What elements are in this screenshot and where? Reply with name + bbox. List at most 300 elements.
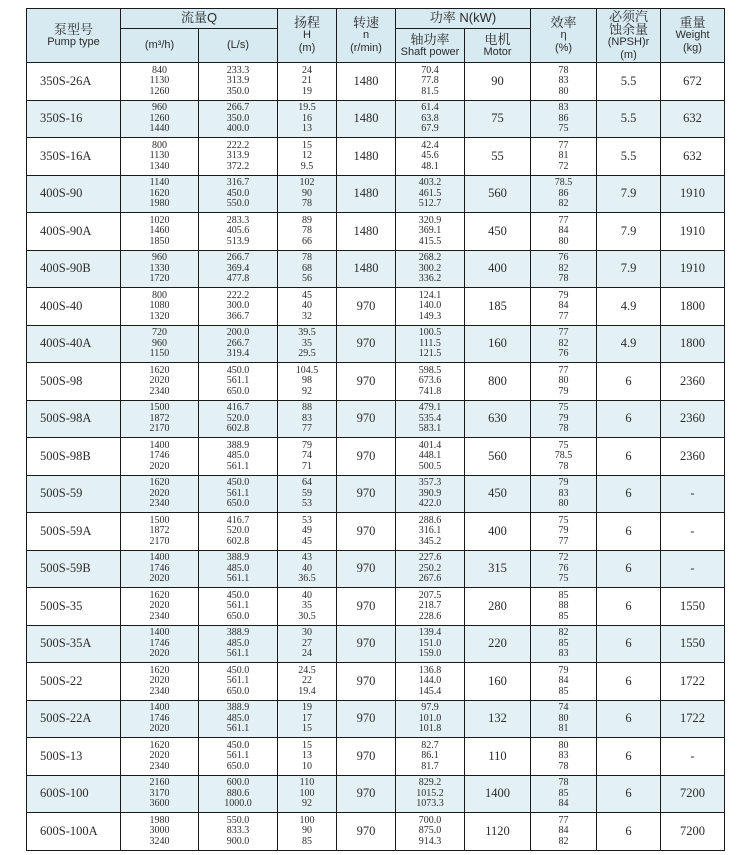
cell-npsh: 4.9 <box>597 288 661 326</box>
cell-shaft-power <box>396 513 465 551</box>
cell-flow-ls-value: 513.9 <box>226 235 250 247</box>
cell-flow-ls-value: 650.0 <box>226 610 250 622</box>
cell-shaft-power-value: 63.8 <box>421 112 439 124</box>
header-efficiency: 效率 η (%) <box>531 9 597 63</box>
cell-head-value: 78 <box>302 225 312 236</box>
cell-head-value: 35 <box>302 600 312 611</box>
cell-flow-ls <box>199 775 278 813</box>
cell-efficiency-value: 77 <box>558 814 569 826</box>
cell-head-value: 12 <box>302 150 312 161</box>
cell-flow-m3h-value: 2340 <box>149 760 170 772</box>
cell-efficiency <box>531 250 597 288</box>
cell-shaft-power-value: 479.1 <box>418 402 442 413</box>
cell-flow-ls-value: 313.9 <box>226 75 250 86</box>
cell-efficiency-value: 84 <box>558 300 569 311</box>
table-row <box>27 550 725 588</box>
cell-flow-ls <box>199 700 278 738</box>
cell-speed: 1480 <box>337 100 396 138</box>
cell-shaft-power-value: 1073.3 <box>416 798 444 809</box>
table-row <box>27 100 725 138</box>
cell-flow-ls <box>199 588 278 626</box>
cell-flow-ls-value: 405.6 <box>226 225 250 236</box>
cell-flow-m3h <box>121 813 199 851</box>
cell-flow-m3h-value: 960 <box>152 252 167 263</box>
cell-efficiency-value: 80 <box>558 85 569 97</box>
cell-flow-ls <box>199 175 278 213</box>
cell-flow-ls-value: 266.7 <box>226 102 250 113</box>
cell-speed: 970 <box>337 475 396 513</box>
cell-flow-m3h-value: 2340 <box>149 385 170 397</box>
cell-flow-ls-value: 450.0 <box>226 589 250 601</box>
cell-flow-m3h-value: 1720 <box>149 273 170 284</box>
cell-flow-ls-value: 561.1 <box>226 375 250 386</box>
cell-shaft-power-value: 422.0 <box>418 498 442 509</box>
pump-spec-table <box>26 8 725 851</box>
pump-spec-table-wrapper <box>26 8 724 851</box>
cell-flow-ls-value: 880.6 <box>226 787 250 799</box>
cell-flow-ls <box>199 363 278 401</box>
cell-weight: 2360 <box>661 438 725 476</box>
header-npsh: 必须汽 蚀余量 (NPSH)r (m) <box>597 9 661 63</box>
cell-efficiency-value: 83 <box>558 102 569 113</box>
cell-flow-ls-value: 561.1 <box>226 648 250 659</box>
cell-shaft-power-value: 149.3 <box>418 310 442 322</box>
cell-shaft-power-value: 70.4 <box>421 64 439 76</box>
cell-flow-ls <box>199 550 278 588</box>
cell-flow-m3h-value: 1620 <box>149 589 170 601</box>
cell-motor: 450 <box>465 475 531 513</box>
cell-shaft-power-value: 288.6 <box>418 514 442 526</box>
cell-head-value: 30.5 <box>298 610 316 622</box>
cell-shaft-power-value: 124.1 <box>418 289 442 301</box>
cell-model: 500S-22A <box>27 700 121 738</box>
cell-flow-m3h <box>121 550 199 588</box>
cell-efficiency-value: 80 <box>558 498 569 509</box>
cell-shaft-power <box>396 813 465 851</box>
cell-flow-ls-value: 485.0 <box>226 712 250 724</box>
cell-head <box>278 138 337 176</box>
cell-shaft-power-value: 140.0 <box>418 300 442 311</box>
cell-model: 350S-16 <box>27 100 121 138</box>
cell-flow-ls-value: 388.9 <box>226 627 250 638</box>
cell-flow-m3h-value: 1500 <box>149 514 170 526</box>
cell-motor: 160 <box>465 325 531 363</box>
cell-flow-m3h-value: 800 <box>152 139 167 151</box>
cell-shaft-power <box>396 625 465 663</box>
cell-efficiency <box>531 213 597 251</box>
table-body <box>27 63 725 851</box>
cell-efficiency <box>531 513 597 551</box>
cell-shaft-power-value: 500.5 <box>418 460 442 472</box>
cell-head-value: 30 <box>302 627 312 638</box>
cell-flow-m3h-value: 2160 <box>149 777 170 788</box>
cell-model: 500S-98A <box>27 400 121 438</box>
cell-head-value: 32 <box>302 310 312 322</box>
cell-head-value: 24 <box>302 648 312 659</box>
cell-weight: - <box>661 550 725 588</box>
cell-flow-m3h-value: 1400 <box>149 702 170 713</box>
cell-head <box>278 250 337 288</box>
cell-flow-m3h <box>121 438 199 476</box>
cell-model: 500S-35 <box>27 588 121 626</box>
cell-head <box>278 625 337 663</box>
cell-efficiency-value: 83 <box>558 487 569 499</box>
cell-npsh: 6 <box>597 363 661 401</box>
cell-efficiency-value: 79 <box>558 477 569 488</box>
cell-efficiency <box>531 400 597 438</box>
cell-speed: 970 <box>337 363 396 401</box>
cell-flow-ls-value: 400.0 <box>226 123 250 134</box>
cell-flow-m3h-value: 1400 <box>149 627 170 638</box>
cell-shaft-power <box>396 213 465 251</box>
cell-head-value: 45 <box>302 535 312 547</box>
cell-efficiency <box>531 288 597 326</box>
cell-flow-m3h <box>121 250 199 288</box>
header-shaft-power: 轴功率 Shaft power <box>396 29 465 63</box>
cell-head-value: 74 <box>302 450 312 461</box>
cell-model: 500S-98 <box>27 363 121 401</box>
cell-model: 350S-26A <box>27 63 121 101</box>
cell-speed: 970 <box>337 738 396 776</box>
cell-speed: 970 <box>337 700 396 738</box>
cell-flow-ls <box>199 100 278 138</box>
cell-weight: 1910 <box>661 250 725 288</box>
cell-motor: 800 <box>465 363 531 401</box>
cell-efficiency-value: 82 <box>558 198 569 209</box>
table-header <box>27 9 725 63</box>
cell-flow-ls-value: 485.0 <box>226 450 250 461</box>
cell-efficiency-value: 77 <box>558 535 569 547</box>
cell-motor: 400 <box>465 513 531 551</box>
cell-flow-ls-value: 650.0 <box>226 498 250 509</box>
cell-efficiency-value: 81 <box>558 723 569 734</box>
cell-head <box>278 325 337 363</box>
cell-head <box>278 100 337 138</box>
cell-model: 500S-13 <box>27 738 121 776</box>
cell-flow-m3h-value: 1140 <box>149 177 170 188</box>
cell-efficiency-value: 84 <box>558 825 569 836</box>
cell-flow-m3h <box>121 63 199 101</box>
cell-npsh: 6 <box>597 438 661 476</box>
cell-flow-m3h-value: 1400 <box>149 552 170 563</box>
cell-speed: 970 <box>337 775 396 813</box>
cell-shaft-power-value: 67.9 <box>421 123 439 134</box>
cell-efficiency <box>531 700 597 738</box>
cell-flow-ls-value: 477.8 <box>226 273 250 284</box>
cell-npsh: 6 <box>597 400 661 438</box>
cell-flow-ls-value: 450.0 <box>226 364 250 376</box>
cell-npsh: 6 <box>597 813 661 851</box>
cell-shaft-power-value: 42.4 <box>421 139 439 151</box>
cell-efficiency-value: 79 <box>558 525 569 536</box>
cell-npsh: 6 <box>597 475 661 513</box>
cell-shaft-power-value: 81.7 <box>421 760 439 772</box>
cell-shaft-power-value: 875.0 <box>418 825 442 836</box>
cell-flow-m3h-value: 1620 <box>149 664 170 676</box>
cell-npsh: 6 <box>597 550 661 588</box>
cell-shaft-power <box>396 588 465 626</box>
cell-motor: 1120 <box>465 813 531 851</box>
cell-efficiency-value: 78 <box>558 423 569 434</box>
cell-flow-m3h-value: 1872 <box>149 412 170 424</box>
cell-efficiency-value: 78 <box>558 777 569 788</box>
cell-flow-ls-value: 600.0 <box>226 777 250 788</box>
cell-model: 400S-90B <box>27 250 121 288</box>
cell-model: 500S-22 <box>27 663 121 701</box>
cell-efficiency-value: 85 <box>558 610 569 622</box>
cell-shaft-power-value: 250.2 <box>418 562 442 574</box>
cell-flow-m3h-value: 2170 <box>149 535 170 547</box>
header-flow: 流量Q <box>121 9 278 29</box>
cell-flow-m3h <box>121 325 199 363</box>
cell-efficiency-value: 83 <box>558 648 569 659</box>
cell-flow-ls-value: 650.0 <box>226 685 250 697</box>
cell-head <box>278 363 337 401</box>
cell-flow-ls-value: 550.0 <box>226 198 250 209</box>
cell-efficiency-value: 85 <box>558 589 569 601</box>
cell-weight: 1722 <box>661 700 725 738</box>
cell-shaft-power <box>396 738 465 776</box>
cell-efficiency-value: 78 <box>558 273 569 284</box>
cell-efficiency <box>531 550 597 588</box>
cell-weight: 7200 <box>661 813 725 851</box>
cell-head-value: 40 <box>302 589 312 601</box>
cell-head-value: 15 <box>302 739 312 751</box>
cell-flow-m3h-value: 1320 <box>149 310 170 322</box>
cell-head-value: 17 <box>302 712 312 724</box>
cell-flow-ls <box>199 325 278 363</box>
cell-head-value: 9.5 <box>300 160 314 172</box>
cell-head-value: 39.5 <box>298 327 316 338</box>
cell-flow-m3h-value: 1330 <box>149 262 170 274</box>
cell-efficiency-value: 78 <box>558 460 569 472</box>
cell-model: 500S-59B <box>27 550 121 588</box>
cell-efficiency-value: 82 <box>558 337 569 349</box>
cell-motor: 630 <box>465 400 531 438</box>
cell-head <box>278 738 337 776</box>
cell-head-value: 78 <box>302 198 312 209</box>
cell-flow-m3h-value: 960 <box>152 337 167 349</box>
cell-head-value: 21 <box>302 75 312 86</box>
cell-head-value: 40 <box>302 300 312 311</box>
table-row <box>27 738 725 776</box>
cell-flow-m3h-value: 2020 <box>149 600 170 611</box>
cell-efficiency-value: 82 <box>558 262 569 274</box>
cell-flow-m3h-value: 2020 <box>149 375 170 386</box>
table-row <box>27 625 725 663</box>
table-row <box>27 813 725 851</box>
cell-shaft-power-value: 401.4 <box>418 439 442 451</box>
cell-flow-m3h-value: 1746 <box>149 562 170 574</box>
cell-head-value: 29.5 <box>298 348 316 359</box>
table-row <box>27 663 725 701</box>
cell-efficiency <box>531 138 597 176</box>
cell-efficiency-value: 75 <box>558 439 569 451</box>
cell-head-value: 90 <box>302 825 312 836</box>
cell-weight: 1910 <box>661 175 725 213</box>
cell-shaft-power-value: 227.6 <box>418 552 442 563</box>
cell-motor: 160 <box>465 663 531 701</box>
cell-flow-m3h-value: 2020 <box>149 750 170 761</box>
cell-efficiency-value: 81 <box>558 150 569 161</box>
cell-flow-m3h <box>121 738 199 776</box>
cell-motor: 75 <box>465 100 531 138</box>
cell-flow-ls <box>199 813 278 851</box>
cell-efficiency-value: 72 <box>558 552 569 563</box>
cell-efficiency-value: 83 <box>558 75 569 86</box>
cell-flow-ls <box>199 438 278 476</box>
cell-head-value: 56 <box>302 273 312 284</box>
cell-flow-m3h-value: 1460 <box>149 225 170 236</box>
cell-efficiency-value: 80 <box>558 375 569 386</box>
cell-weight: 2360 <box>661 400 725 438</box>
cell-efficiency <box>531 588 597 626</box>
cell-shaft-power-value: 357.3 <box>418 477 442 488</box>
cell-head <box>278 63 337 101</box>
cell-efficiency-value: 88 <box>558 600 569 611</box>
cell-weight: 1800 <box>661 325 725 363</box>
header-motor: 电机 Motor <box>465 29 531 63</box>
cell-speed: 1480 <box>337 213 396 251</box>
cell-weight: 1550 <box>661 625 725 663</box>
cell-npsh: 6 <box>597 625 661 663</box>
cell-efficiency-value: 78.5 <box>554 450 573 461</box>
cell-motor: 1400 <box>465 775 531 813</box>
cell-motor: 450 <box>465 213 531 251</box>
cell-flow-ls-value: 222.2 <box>226 289 250 301</box>
cell-motor: 280 <box>465 588 531 626</box>
cell-efficiency <box>531 63 597 101</box>
cell-model: 600S-100A <box>27 813 121 851</box>
cell-efficiency-value: 72 <box>558 160 569 172</box>
cell-speed: 1480 <box>337 175 396 213</box>
cell-motor: 185 <box>465 288 531 326</box>
cell-efficiency-value: 86 <box>558 112 569 124</box>
cell-flow-m3h-value: 3170 <box>149 787 170 799</box>
cell-flow-ls-value: 561.1 <box>226 487 250 499</box>
cell-shaft-power-value: 345.2 <box>418 535 442 547</box>
cell-weight: - <box>661 475 725 513</box>
cell-flow-m3h-value: 1150 <box>149 348 170 359</box>
cell-shaft-power <box>396 550 465 588</box>
cell-shaft-power-value: 1015.2 <box>416 787 444 799</box>
cell-shaft-power-value: 403.2 <box>418 177 442 188</box>
cell-flow-ls-value: 283.3 <box>226 214 250 226</box>
cell-head-value: 89 <box>302 214 312 226</box>
header-weight: 重量 Weight (kg) <box>661 9 725 63</box>
cell-flow-ls-value: 450.0 <box>226 664 250 676</box>
cell-flow-m3h <box>121 213 199 251</box>
cell-efficiency-value: 77 <box>558 364 569 376</box>
cell-efficiency-value: 78 <box>558 760 569 772</box>
cell-npsh: 6 <box>597 775 661 813</box>
cell-flow-m3h-value: 800 <box>152 289 167 301</box>
cell-shaft-power <box>396 363 465 401</box>
cell-flow-ls-value: 602.8 <box>226 423 250 434</box>
cell-flow-m3h-value: 960 <box>152 102 167 113</box>
cell-flow-ls-value: 200.0 <box>226 327 250 338</box>
cell-efficiency-value: 76 <box>558 348 569 359</box>
cell-efficiency <box>531 100 597 138</box>
cell-shaft-power-value: 268.2 <box>418 252 442 263</box>
cell-shaft-power-value: 101.8 <box>418 723 442 734</box>
cell-shaft-power-value: 448.1 <box>418 450 442 461</box>
cell-head <box>278 288 337 326</box>
cell-flow-m3h-value: 1980 <box>149 814 170 826</box>
cell-flow-ls <box>199 63 278 101</box>
cell-head-value: 22 <box>302 675 312 686</box>
cell-flow-ls-value: 450.0 <box>226 187 250 199</box>
cell-flow-m3h <box>121 625 199 663</box>
cell-flow-m3h-value: 1746 <box>149 450 170 461</box>
cell-efficiency-value: 78 <box>558 64 569 76</box>
cell-flow-m3h <box>121 175 199 213</box>
cell-flow-ls-value: 450.0 <box>226 477 250 488</box>
cell-shaft-power <box>396 700 465 738</box>
cell-flow-m3h-value: 2020 <box>149 675 170 686</box>
cell-head-value: 15 <box>302 139 312 151</box>
cell-shaft-power-value: 700.0 <box>418 814 442 826</box>
cell-efficiency <box>531 663 597 701</box>
cell-flow-m3h-value: 1620 <box>149 739 170 751</box>
cell-shaft-power <box>396 63 465 101</box>
cell-flow-ls-value: 520.0 <box>226 412 250 424</box>
cell-efficiency-value: 80 <box>558 235 569 247</box>
cell-efficiency-value: 85 <box>558 685 569 697</box>
cell-flow-ls-value: 485.0 <box>226 562 250 574</box>
cell-shaft-power-value: 218.7 <box>418 600 442 611</box>
cell-head <box>278 775 337 813</box>
cell-shaft-power-value: 829.2 <box>418 777 442 788</box>
cell-head-value: 19 <box>302 702 312 713</box>
cell-head-value: 35 <box>302 337 312 349</box>
cell-efficiency-value: 84 <box>558 798 569 809</box>
cell-flow-ls-value: 650.0 <box>226 385 250 397</box>
cell-efficiency <box>531 813 597 851</box>
cell-shaft-power-value: 86.1 <box>421 750 439 761</box>
cell-efficiency-value: 77 <box>558 139 569 151</box>
cell-shaft-power <box>396 438 465 476</box>
cell-efficiency-value: 84 <box>558 675 569 686</box>
cell-flow-m3h-value: 2170 <box>149 423 170 434</box>
cell-flow-ls-value: 561.1 <box>226 460 250 472</box>
cell-shaft-power-value: 390.9 <box>418 487 442 499</box>
cell-flow-m3h <box>121 363 199 401</box>
cell-flow-m3h-value: 3600 <box>149 798 170 809</box>
cell-flow-ls-value: 450.0 <box>226 739 250 751</box>
cell-motor: 560 <box>465 175 531 213</box>
cell-efficiency-value: 85 <box>558 637 569 649</box>
cell-head-value: 13 <box>302 750 312 761</box>
cell-motor: 220 <box>465 625 531 663</box>
cell-motor: 55 <box>465 138 531 176</box>
cell-flow-ls-value: 388.9 <box>226 439 250 451</box>
cell-weight: 632 <box>661 100 725 138</box>
cell-shaft-power-value: 228.6 <box>418 610 442 622</box>
cell-shaft-power <box>396 288 465 326</box>
cell-efficiency-value: 78.5 <box>554 177 573 188</box>
header-model: 泵型号 Pump type <box>27 9 121 63</box>
header-speed: 转速 n (r/min) <box>337 9 396 63</box>
cell-flow-m3h-value: 2020 <box>149 487 170 499</box>
cell-npsh: 6 <box>597 663 661 701</box>
cell-weight: 7200 <box>661 775 725 813</box>
cell-head-value: 16 <box>302 112 312 124</box>
cell-flow-ls-value: 366.7 <box>226 310 250 322</box>
cell-head <box>278 513 337 551</box>
cell-shaft-power-value: 100.5 <box>418 327 442 338</box>
cell-flow-ls-value: 520.0 <box>226 525 250 536</box>
